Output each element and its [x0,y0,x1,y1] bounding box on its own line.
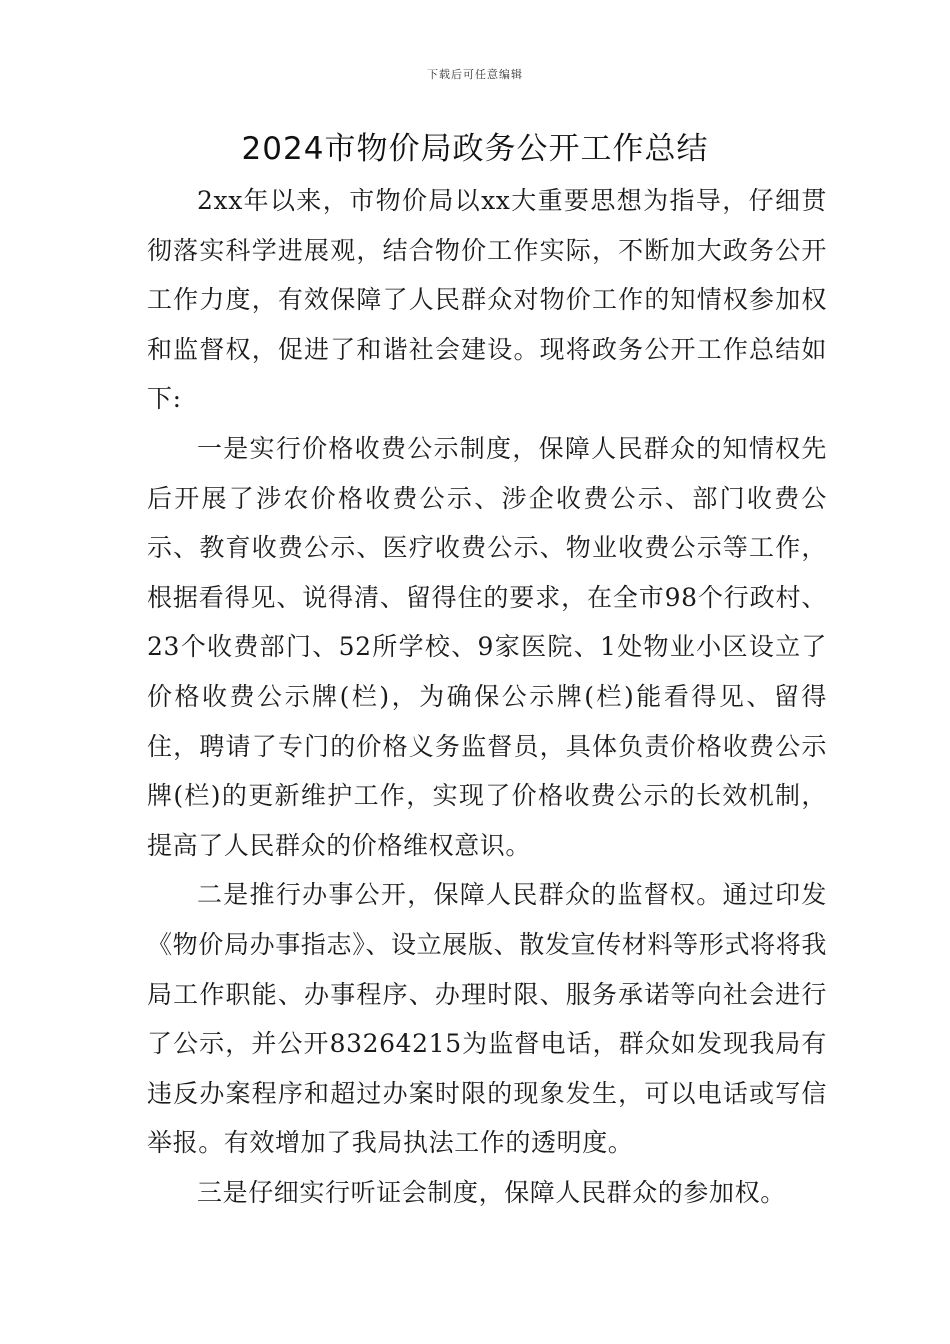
document-title: 2024市物价局政务公开工作总结 [241,131,709,167]
paragraph-hearing-system: 三是仔细实行听证会制度，保障人民群众的参加权。 [197,1177,786,1207]
document-body [147,176,827,1217]
paragraph-intro: 2xx年以来，市物价局以xx大重要思想为指导，仔细贯彻落实科学进展观，结合物价工作实际，不断加大政务公开工作力度，有效保障了人民群众对物价工作的知情权参加权和监督权，促进了和谐社会建设。现将政务公开工作总结如下: [147,186,827,414]
paragraph-price-disclosure: 一是实行价格收费公示制度，保障人民群众的知情权先后开展了涉农价格收费公示、涉企收费公示、部门收费公示、教育收费公示、医疗收费公示、物业收费公示等工作，根据看得见、说得清、留得住的要求，在全市98个行政村、23个收费部门、52所学校、9家医院、1处物业小区设立了价格收费公示牌(栏)，为确保公示牌(栏)能看得见、留得住，聘请了专门的价格义务监督员，具体负责价格收费公示牌(栏)的更新维护工作，实现了价格收费公示的长效机制，提高了人民群众的价格维权意识。 [147,433,827,860]
paragraph-affairs-openness: 二是推行办事公开，保障人民群众的监督权。通过印发《物价局办事指志》、设立展版、散发宣传材料等形式将将我局工作职能、办事程序、办理时限、服务承诺等向社会进行了公示，并公开83264215为监督电话，群众如发现我局有违反办案程序和超过办案时限的现象发生，可以电话或写信举报。有效增加了我局执法工作的透明度。 [147,880,827,1158]
download-note: 下载后可任意编辑 [427,68,523,81]
